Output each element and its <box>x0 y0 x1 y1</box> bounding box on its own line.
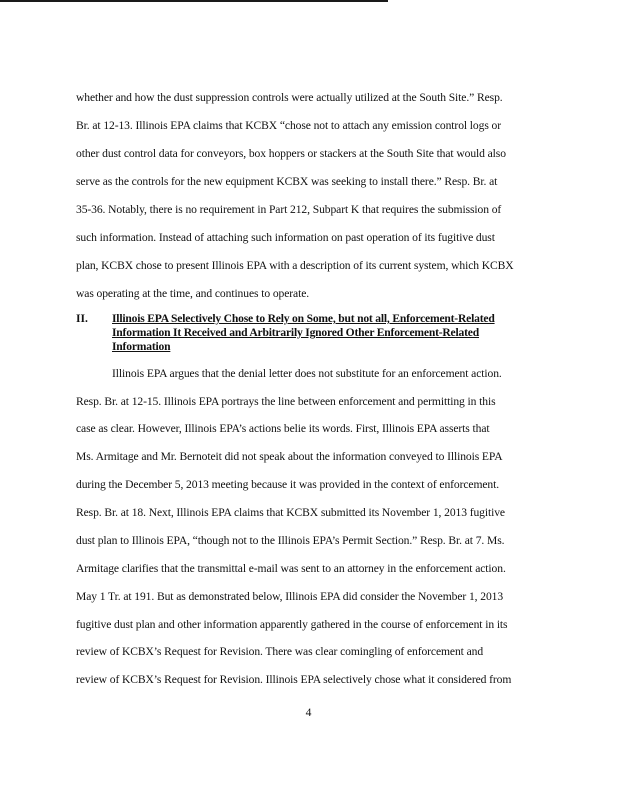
paragraph-line: Armitage clarifies that the transmittal e-mail was sent to an attorney in the enforcement action. <box>76 562 506 575</box>
paragraph-line: Ms. Armitage and Mr. Bernoteit did not speak about the information conveyed to Illinois EPA <box>76 450 503 463</box>
paragraph-line: Illinois EPA argues that the denial letter does not substitute for an enforcement action. <box>112 367 502 380</box>
section-heading-line: Information It Received and Arbitrarily Ignored Other Enforcement-Related <box>112 326 479 339</box>
paragraph-line: during the December 5, 2013 meeting because it was provided in the context of enforcement. <box>76 478 500 491</box>
paragraph-line: review of KCBX’s Request for Revision. Illinois EPA selectively chose what it considered from <box>76 673 512 686</box>
page-number: 4 <box>305 706 312 719</box>
paragraph-line: Resp. Br. at 12-15. Illinois EPA portrays the line between enforcement and permitting in this <box>76 395 496 408</box>
paragraph-line: such information. Instead of attaching such information on past operation of its fugitive dust <box>76 231 495 244</box>
paragraph-line: 35-36. Notably, there is no requirement in Part 212, Subpart K that requires the submission of <box>76 203 502 216</box>
paragraph-line: serve as the controls for the new equipment KCBX was seeking to install there.” Resp. Br. at <box>76 175 498 188</box>
section-heading-line: Information <box>112 340 171 353</box>
paragraph-line: May 1 Tr. at 191. But as demonstrated below, Illinois EPA did consider the November 1, 2013 <box>76 590 504 603</box>
section-number: II. <box>76 312 88 325</box>
paragraph-line: whether and how the dust suppression controls were actually utilized at the South Site.” Resp. <box>76 91 503 104</box>
paragraph-line: other dust control data for conveyors, box hoppers or stackers at the South Site that would also <box>76 147 506 160</box>
paragraph-line: dust plan to Illinois EPA, “though not to the Illinois EPA’s Permit Section.” Resp. Br. at 7. Ms. <box>76 534 505 547</box>
paragraph-line: review of KCBX’s Request for Revision. There was clear comingling of enforcement and <box>76 645 484 658</box>
section-heading-line: Illinois EPA Selectively Chose to Rely on Some, but not all, Enforcement-Related <box>112 312 495 325</box>
paragraph-line: case as clear. However, Illinois EPA’s actions belie its words. First, Illinois EPA asserts that <box>76 422 490 435</box>
paragraph-line: plan, KCBX chose to present Illinois EPA with a description of its current system, which KCBX <box>76 259 514 272</box>
paragraph-line: was operating at the time, and continues to operate. <box>76 287 310 300</box>
paragraph-line: fugitive dust plan and other information apparently gathered in the course of enforcement in its <box>76 618 508 631</box>
paragraph-line: Br. at 12-13. Illinois EPA claims that KCBX “chose not to attach any emission control logs or <box>76 119 501 132</box>
paragraph-line: Resp. Br. at 18. Next, Illinois EPA claims that KCBX submitted its November 1, 2013 fugitive <box>76 506 505 519</box>
